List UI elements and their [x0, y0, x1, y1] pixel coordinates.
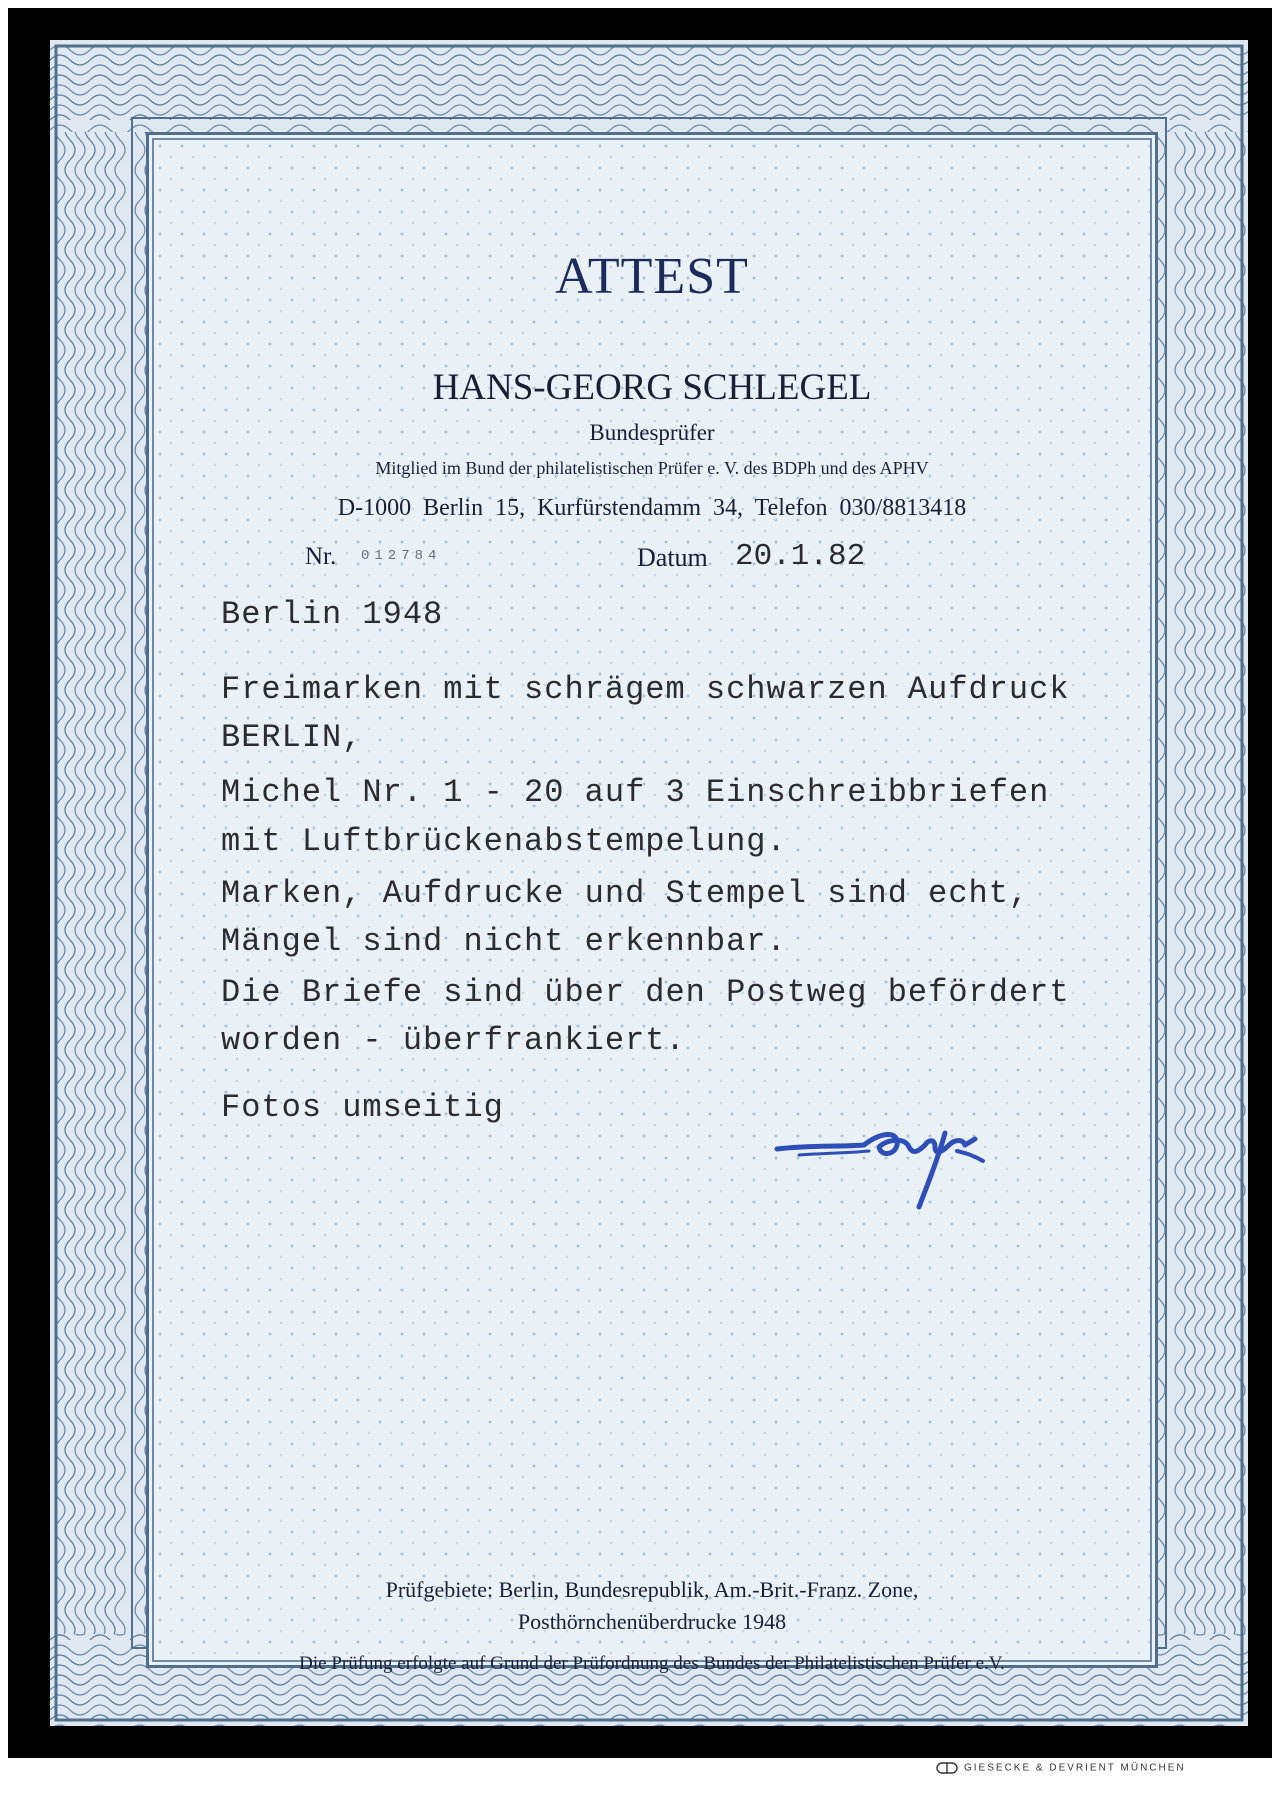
typed-line-9: worden - überfrankiert.	[221, 1022, 686, 1059]
membership-line: Mitglied im Bund der philatelistischen Prüfer e. V. des BDPh und des APHV	[375, 458, 929, 478]
date-label: Datum	[637, 543, 708, 572]
footer-line-1: Prüfgebiete: Berlin, Bundesrepublik, Am.-Brit.-Franz. Zone,	[385, 1577, 919, 1602]
typed-line-6: Marken, Aufdrucke und Stempel sind echt,	[221, 875, 1030, 912]
handwritten-signature	[769, 1095, 999, 1215]
typed-line-7: Mängel sind nicht erkennbar.	[221, 923, 787, 960]
certificate-title: ATTEST	[555, 248, 749, 305]
printer-logo-icon	[936, 1762, 958, 1774]
printer-mark	[936, 1762, 1186, 1774]
typed-line-1: Berlin 1948	[221, 596, 444, 633]
examiner-name: HANS-GEORG SCHLEGEL	[432, 367, 872, 408]
certificate-paper	[50, 40, 1248, 1726]
typed-line-10: Fotos umseitig	[221, 1089, 504, 1126]
typed-line-5: mit Luftbrückenabstempelung.	[221, 823, 787, 860]
typed-line-3: BERLIN,	[221, 719, 363, 756]
number-label: Nr.	[305, 543, 337, 570]
certificate-number: 012784	[361, 548, 442, 564]
certificate-field	[146, 132, 1158, 1674]
footer-line-2: Posthörnchenüberdrucke 1948	[517, 1609, 787, 1634]
printer-mark-text: GIESECKE & DEVRIENT MÜNCHEN	[964, 1762, 1186, 1774]
typed-line-8: Die Briefe sind über den Postweg befördert	[221, 974, 1070, 1011]
examiner-role: Bundesprüfer	[589, 420, 715, 445]
certificate-date: 20.1.82	[735, 539, 866, 574]
address-line: D-1000 Berlin 15, Kurfürstendamm 34, Telefon 030/8813418	[337, 495, 967, 521]
typed-line-4: Michel Nr. 1 - 20 auf 3 Einschreibbriefen	[221, 774, 1050, 811]
footer-line-3: Die Prüfung erfolgte auf Grund der Prüfordnung des Bundes der Philatelistischen Prüfer e.V.	[299, 1653, 1005, 1674]
document-scan	[8, 8, 1272, 1758]
typed-line-2: Freimarken mit schrägem schwarzen Aufdruck	[221, 671, 1070, 708]
